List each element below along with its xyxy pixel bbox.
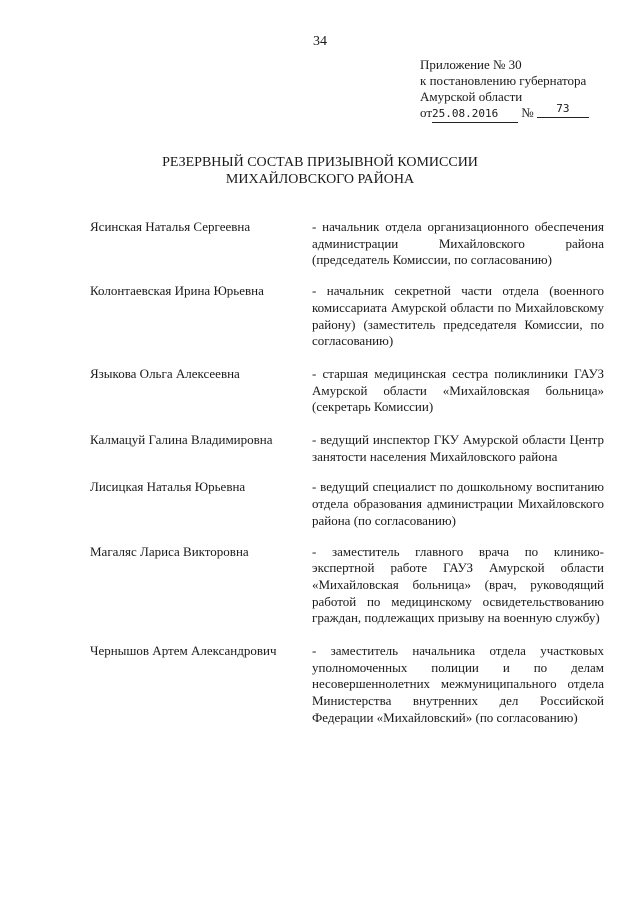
date-prefix: от [420,105,433,120]
member-row [90,479,610,529]
members-list [90,219,610,727]
title-line-1: РЕЗЕРВНЫЙ СОСТАВ ПРИЗЫВНОЙ КОМИССИИ [162,155,478,170]
member-name: Чернышов Артем Александрович [90,643,277,659]
member-role: - начальник отдела организационного обеспечения администрации Михайловского района (председатель Комиссии, по согласованию) [312,219,604,268]
member-row [90,283,610,350]
member-role: - ведущий специалист по дошкольному воспитанию отдела образования администрации Михайловского района (по согласованию) [312,479,604,528]
member-role: - ведущий инспектор ГКУ Амурской области Центр занятости населения Михайловского района [312,432,604,464]
member-role: - заместитель главного врача по клинико-экспертной работе ГАУЗ Амурской области «Михайловская больница» (врач, руководящий работой по медицинскому освидетельствованию граждан, подлежащих призыву на военную службу) [312,543,604,626]
member-name: Языкова Ольга Алексеевна [90,365,240,381]
decree-number: 73 [537,101,589,118]
member-name: Колонтаевская Ирина Юрьевна [90,283,264,299]
page-number: 34 [313,34,327,49]
member-row [90,366,610,416]
appendix-date-line [420,102,630,123]
member-name: Ясинская Наталья Сергеевна [90,219,251,234]
member-row [90,643,610,727]
member-role: - начальник секретной части отдела (военного комиссариата Амурской области по Михайловскому району) (заместитель председателя Комиссии, по согласованию) [312,283,604,349]
title-line-2: МИХАЙЛОВСКОГО РАЙОНА [225,172,415,187]
member-row [90,432,610,465]
appendix-region: Амурской области [420,89,523,104]
document-title [0,154,640,188]
member-name: Магаляс Лариса Викторовна [90,543,249,559]
appendix-title: Приложение № 30 [420,57,522,72]
member-name: Калмацуй Галина Владимировна [90,432,273,448]
member-name: Лисицкая Наталья Юрьевна [90,479,246,495]
appendix-block [420,57,630,123]
member-row [90,219,610,269]
appendix-decree: к постановлению губернатора [420,73,587,88]
member-role: - старшая медицинская сестра поликлиники ГАУЗ Амурской области «Михайловская больница» (секретарь Комиссии) [312,365,604,415]
member-row [90,544,610,628]
number-prefix: № [521,105,534,120]
member-role: - заместитель начальника отдела участковых уполномоченных полиции и по делам несовершеннолетних межмуниципального отдела Министерства внутренних дел Российской Федерации «Михайловский» (по согласованию) [312,643,604,725]
decree-date: 25.08.2016 [432,106,518,123]
